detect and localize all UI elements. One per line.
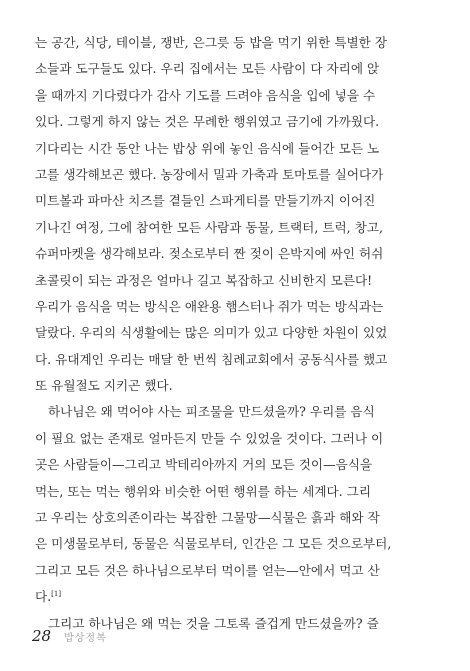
- line-text: 하나님은 왜 먹어야 사는 피조물을 만드셨을까? 우리를 음식: [48, 404, 375, 420]
- text-line: [35, 426, 435, 452]
- text-line: [35, 558, 435, 584]
- text-line: [35, 531, 435, 557]
- line-text: 다.: [35, 589, 52, 605]
- line-text: 소들과 도구들도 있다. 우리 집에서는 모든 사람이 다 자리에 앉: [35, 61, 380, 77]
- line-text: 다. 유대계인 우리는 매달 한 번씩 침례교회에서 공동식사를 했고: [35, 351, 388, 367]
- line-text: 그리고 하나님은 왜 먹는 것을 그토록 즐겁게 만드셨을까? 즐: [48, 615, 379, 631]
- line-text: 는 공간, 식당, 테이블, 쟁반, 은그릇 등 밥을 먹기 위한 특별한 장: [35, 35, 388, 50]
- line-text: 고를 생각해보곤 했다. 농장에서 밀과 가축과 토마토를 실어다가: [35, 166, 384, 182]
- text-line: [35, 109, 435, 135]
- text-line: [35, 136, 435, 162]
- running-title: 밥상정복: [64, 633, 107, 644]
- text-line: [35, 162, 435, 188]
- line-text: 또 유월절도 지키곤 했다.: [35, 378, 173, 394]
- line-text: 우리가 음식을 먹는 방식은 애완용 햄스터나 쥐가 먹는 방식과는: [35, 298, 384, 314]
- text-line: [35, 83, 435, 109]
- line-text: 곳은 사람들이—그리고 박테리아까지 거의 모든 것이—음식을: [35, 457, 373, 473]
- text-line: [35, 452, 435, 478]
- text-line: [35, 505, 435, 531]
- line-text: 기다리는 시간 동안 나는 밥상 위에 놓인 음식에 들어간 모든 노: [35, 140, 380, 156]
- body-text: [35, 30, 435, 637]
- text-line: [35, 320, 435, 346]
- text-line: [35, 584, 435, 610]
- line-text: 달랐다. 우리의 식생활에는 많은 의미가 있고 다양한 차원이 있었: [35, 325, 388, 341]
- line-text: 그리고 모든 것은 하나님으로부터 먹이를 얻는—안에서 먹고 산: [35, 562, 380, 578]
- line-text: 은 미생물로부터, 동물은 식물로부터, 인간은 그 모든 것으로부터,: [35, 536, 392, 552]
- line-text: 먹는, 또는 먹는 행위와 비슷한 어떤 행위를 하는 세계다. 그리: [35, 483, 372, 499]
- line-text: 고 우리는 상호의존이라는 복잡한 그물망—식물은 흙과 해와 작: [35, 510, 380, 526]
- text-line: [35, 188, 435, 214]
- line-text: 미트볼과 파마산 치즈를 곁들인 스파게티를 만들기까지 이어진: [35, 193, 376, 209]
- footnote-marker: [1]: [51, 590, 62, 599]
- text-line: [35, 479, 435, 505]
- text-line: [35, 241, 435, 267]
- page-number: 28: [32, 627, 52, 645]
- line-text: 초콜릿이 되는 과정은 얼마나 길고 복잡하고 신비한지 모른다!: [35, 272, 373, 288]
- text-line: [35, 56, 435, 82]
- text-line: [35, 347, 435, 373]
- page-footer: [32, 627, 107, 649]
- line-text: 슈퍼마켓을 생각해보라. 젖소로부터 짠 젖이 은박지에 싸인 허쉬: [35, 246, 384, 262]
- line-text: 을 때까지 기다렸다가 감사 기도를 드려야 음식을 입에 넣을 수: [35, 87, 376, 103]
- text-line: [35, 399, 435, 425]
- text-line: [35, 30, 435, 56]
- line-text: 이 필요 없는 존재로 얼마든지 만들 수 있었을 것이다. 그러나 이: [35, 430, 384, 446]
- line-text: 기나긴 여정, 그에 참여한 모든 사람과 동물, 트랙터, 트럭, 창고,: [35, 219, 384, 235]
- line-text: 있다. 그렇게 하지 않는 것은 무례한 행위였고 금기에 가까웠다.: [35, 114, 380, 130]
- text-line: [35, 215, 435, 241]
- text-line: [35, 268, 435, 294]
- text-line: [35, 294, 435, 320]
- text-line: [35, 373, 435, 399]
